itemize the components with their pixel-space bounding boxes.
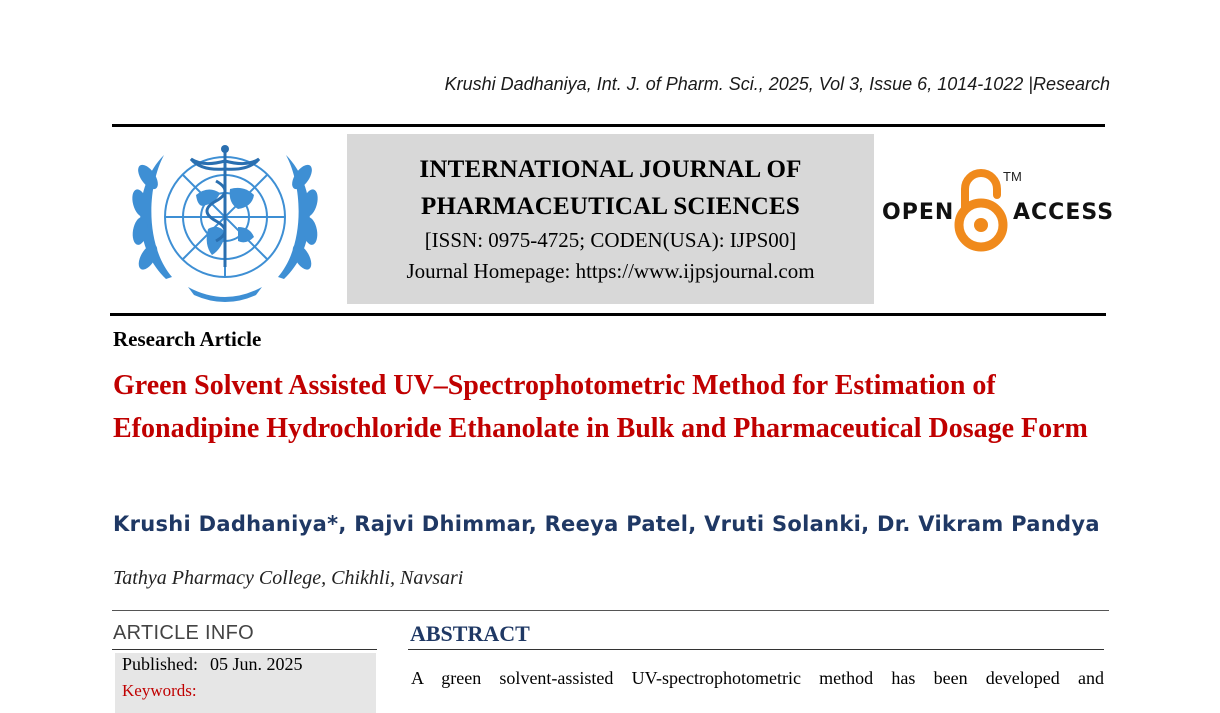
article-info-rule bbox=[112, 649, 377, 650]
published-date bbox=[122, 654, 303, 675]
running-header: Krushi Dadhaniya, Int. J. of Pharm. Sci., 2025, Vol 3, Issue 6, 1014-1022 |Research bbox=[444, 74, 1110, 94]
journal-homepage: Journal Homepage: https://www.ijpsjournal.com bbox=[406, 259, 815, 283]
published-label: Published: bbox=[122, 654, 199, 674]
article-title: Green Solvent Assisted UV–Spectrophotometric Method for Estimation of Efonadipine Hydrochloride Ethanolate in Bulk and Pharmaceutical Dosage Form bbox=[113, 370, 1088, 444]
open-access-trademark: TM bbox=[1003, 169, 1022, 184]
journal-title-line1: INTERNATIONAL JOURNAL OF bbox=[419, 156, 802, 183]
open-access-logo bbox=[880, 165, 1115, 255]
article-authors: Krushi Dadhaniya*, Rajvi Dhimmar, Reeya Patel, Vruti Solanki, Dr. Vikram Pandya bbox=[113, 512, 1100, 536]
abstract-rule bbox=[408, 649, 1104, 650]
journal-title-line2: PHARMACEUTICAL SCIENCES bbox=[421, 193, 800, 220]
abstract-heading: ABSTRACT bbox=[410, 621, 530, 646]
un-emblem-with-caduceus-icon bbox=[126, 137, 324, 307]
article-affiliation: Tathya Pharmacy College, Chikhli, Navsari bbox=[113, 567, 464, 589]
section-divider bbox=[112, 610, 1109, 611]
article-type: Research Article bbox=[113, 327, 262, 351]
article-info-heading: ARTICLE INFO bbox=[113, 622, 255, 644]
published-value: 05 Jun. 2025 bbox=[210, 654, 303, 674]
article-info-box bbox=[115, 653, 376, 713]
header-rule-bottom bbox=[110, 313, 1106, 316]
abstract-text: A green solvent-assisted UV-spectrophotometric method has been developed and bbox=[411, 668, 1104, 688]
journal-masthead bbox=[347, 134, 874, 304]
journal-issn: [ISSN: 0975-4725; CODEN(USA): IJPS00] bbox=[424, 228, 797, 252]
open-access-right-word: ACCESS bbox=[1013, 200, 1115, 225]
open-access-left-word: OPEN bbox=[882, 200, 955, 225]
header-rule-top bbox=[112, 124, 1105, 127]
keywords-label: Keywords: bbox=[122, 681, 197, 700]
